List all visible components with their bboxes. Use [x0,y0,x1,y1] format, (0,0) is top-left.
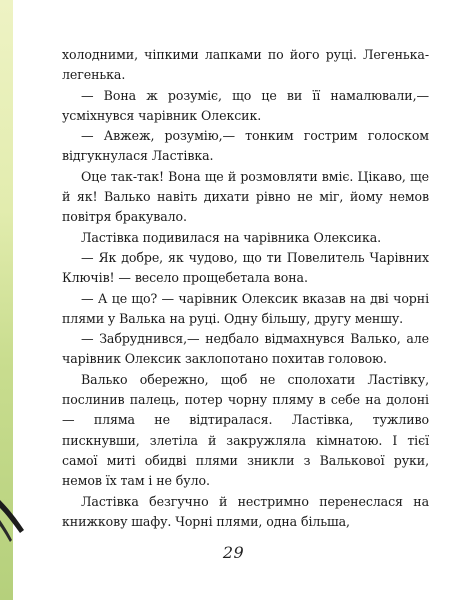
paragraph: — Авжеж, розумію,— тонким гострим голоском відгукнулася Ластівка. [62,128,429,164]
page-number: 29 [222,543,245,562]
page-text [62,45,429,532]
paragraph: — Як добре, як чудово, що ти Повелитель Чарівних Ключів! — весело прощебетала вона. [62,249,429,286]
paragraph: Ластівка подивилася на чарівника Олексика. [81,229,382,245]
paragraph: — Забруднився,— недбало відмахнувся Валько, але чарівник Олексик заклопотано похитав головою. [62,331,429,367]
paragraph: — А це що? — чарівник Олексик вказав на дві чорні плями у Валька на руці. Одну більшу, другу меншу. [62,290,429,326]
paragraph: холодними, чіпкими лапками по його руці. Легенька-легенька. [62,47,429,83]
paragraph: Валько обережно, щоб не сполохати Ластівку, послинив палець, потер чорну пляму в себе на долоні — пляма не відтиралася. Ластівка, тужливо пискнувши, злетіла й закружляла кімнатою. І тієї самої миті обидві плями зникли з Валькової руки, немов їх там і не було. [62,371,429,489]
paragraph: Ластівка безгучно й нестримно перенеслася на книжкову шафу. Чорні плями, одна більша, [62,493,429,529]
paragraph: Оце так-так! Вона ще й розмовляти вміє. Цікаво, ще й як! Валько навіть дихати рівно не міг, йому немов повітря бракувало. [62,168,429,225]
paragraph: — Вона ж розуміє, що це ви її намалювали,— усміхнувся чарівник Олексик. [62,87,429,123]
branch-illustration [0,0,40,600]
